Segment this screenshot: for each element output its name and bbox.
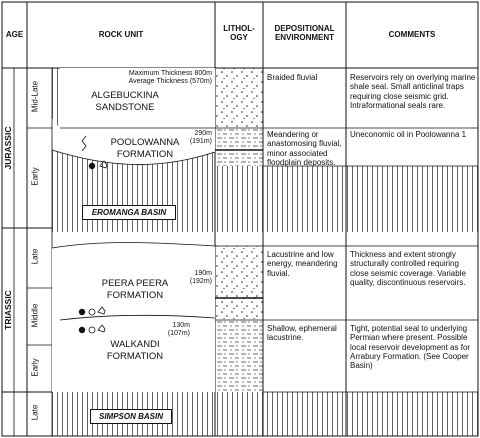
algebuckina-max-thickness: Maximum Thickness 800m [128,70,212,77]
period-jurassic: JURASSIC [3,126,13,170]
period-triassic: TRIASSIC [3,290,13,330]
lith-algebuckina [215,68,263,128]
lith-peera-peera [215,246,263,320]
env-walkandi: Shallow, ephemeral lacustrine. [267,324,337,343]
unconformity-lith-lower [215,392,263,436]
env-algebuckina: Braided fluvial [267,73,318,82]
epoch-triassic-middle: Middle [30,303,40,328]
peera-peera-name-line1: PEERA PEERA [101,278,169,289]
unconformity-env-lower [263,392,478,436]
eromanga-basin-label: EROMANGA BASIN [82,205,176,220]
poolowanna-avg-thickness: (191m) [189,138,212,145]
comment-peera-peera: Thickness and extent strongly structurally controlled requiring close seismic coverage. Variable quality, discontinuous reservoirs. [350,250,466,287]
poolowanna-max-thickness: 290m [194,130,212,137]
comment-walkandi: Tight, potential seal to underlying Permian where present. Possible local reservoir development as for Arrabury Formation. (See Cooper Basin) [350,324,471,371]
peera-peera-avg-thickness: (192m) [189,278,212,285]
header-lithology: LITHOL- OGY [223,24,255,43]
poolowanna-name-line2: FORMATION [116,149,174,160]
lith-poolowanna [215,128,263,166]
env-poolowanna: Meandering or anastomosing fluvial, minor associated floodplain deposits. [267,130,342,167]
unconformity-lith-upper [215,166,263,232]
walkandi-avg-thickness: (107m) [167,330,190,337]
header-age: AGE [5,30,24,39]
walkandi-name-line2: FORMATION [106,351,164,362]
epoch-jurassic-mid-late: Mid-Late [30,80,40,113]
walkandi-name-line1: WALKANDI [110,339,160,350]
lith-walkandi [215,320,263,392]
algebuckina-name-line2: SANDSTONE [95,102,155,113]
env-peera-peera: Lacustrine and low energy, meandering fluvial. [267,250,338,278]
algebuckina-name-line1: ALGEBUCKINA [91,90,159,101]
epoch-triassic-early: Early [30,358,40,377]
epoch-jurassic-early: Early [30,167,40,186]
header-comments: COMMENTS [388,30,436,39]
walkandi-max-thickness: 130m [172,322,190,329]
header-environment: DEPOSITIONAL ENVIRONMENT [274,24,335,43]
simpson-basin-label: SIMPSON BASIN [90,409,172,424]
comment-algebuckina: Reservoirs rely on overlying marine shale seal. Small anticlinal traps requiring close seismic grid. Intraformational seals rare. [350,73,476,110]
header-rock-unit: ROCK UNIT [98,30,144,39]
poolowanna-name-line1: POOLOWANNA [110,137,180,148]
epoch-permian-late: Late [30,404,40,421]
unconformity-upper-jurassic [52,68,60,128]
comment-poolowanna: Uneconomic oil in Poolowanna 1 [350,130,467,139]
unconformity-env-upper [263,166,478,232]
peera-peera-name-line2: FORMATION [106,290,164,301]
epoch-triassic-late: Late [30,248,40,265]
peera-peera-max-thickness: 190m [194,270,212,277]
algebuckina-avg-thickness: Average Thickness (570m) [128,78,212,85]
